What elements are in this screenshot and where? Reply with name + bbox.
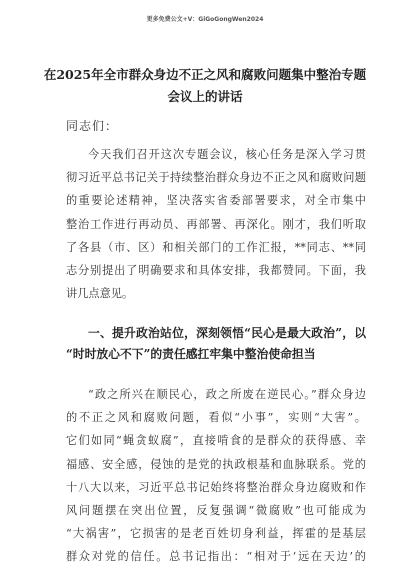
paragraph-line: 它们如同“蝇贪蚁腐”，直接啃食的是群众的获得感、幸 — [66, 434, 366, 448]
paragraph-line: 的不正之风和腐败问题，看似“小事”，实则“大害”。 — [66, 411, 366, 425]
heading-line: “时时放心不下”的责任感扛牢集中整治使命担当 — [66, 347, 316, 361]
title-line: 在2025年全市群众身边不正之风和腐败问题集中整治专题 — [43, 67, 367, 82]
section-heading-1 — [66, 323, 366, 365]
paragraph-line: 十八大以来，习近平总书记始终将整治群众身边腐败和作 — [66, 480, 366, 494]
paragraph-line: “大祸害”，它损害的是老百姓切身利益，挥霍的是基层 — [66, 527, 366, 541]
document-title — [40, 64, 370, 108]
paragraph-line: 讲几点意见。 — [66, 287, 134, 301]
title-line: 会议上的讲话 — [167, 89, 243, 104]
paragraph-line: 的重要论述精神，坚决落实省委部署要求，对全市集中 — [66, 194, 366, 208]
paragraph-line: 了各县（市、区）和相关部门的工作汇报，**同志、**同 — [66, 240, 366, 254]
paragraph-section-1 — [66, 383, 366, 569]
paragraph-line: 风问题摆在突出位置，反复强调“微腐败”也可能成为 — [66, 503, 366, 517]
paragraph-line: 整治工作进行再动员、再部署、再深化。刚才，我们听取 — [66, 217, 366, 231]
header-watermark: 更多免费公文+V：GiGoGongWen2024 — [146, 16, 264, 23]
heading-line: 一、提升政治站位，深刻领悟“民心是最大政治”，以 — [88, 326, 366, 340]
paragraph-line: 志分别提出了明确要求和具体安排，我都赞同。下面，我 — [66, 263, 366, 277]
salutation: 同志们： — [66, 119, 119, 133]
paragraph-line: “政之所兴在顺民心，政之所废在逆民心。”群众身边 — [88, 388, 366, 401]
paragraph-line: 福感、安全感，侵蚀的是党的执政根基和血脉联系。党的 — [66, 457, 366, 471]
paragraph-line: 彻习近平总书记关于持续整治群众身边不正之风和腐败问题 — [66, 171, 366, 185]
paragraph-line: 群众对党的信任。总书记指出：“相对于‘远在天边’的 — [66, 550, 366, 564]
paragraph-intro — [66, 143, 366, 305]
paragraph-line: 今天我们召开这次专题会议，核心任务是深入学习贯 — [88, 148, 366, 161]
